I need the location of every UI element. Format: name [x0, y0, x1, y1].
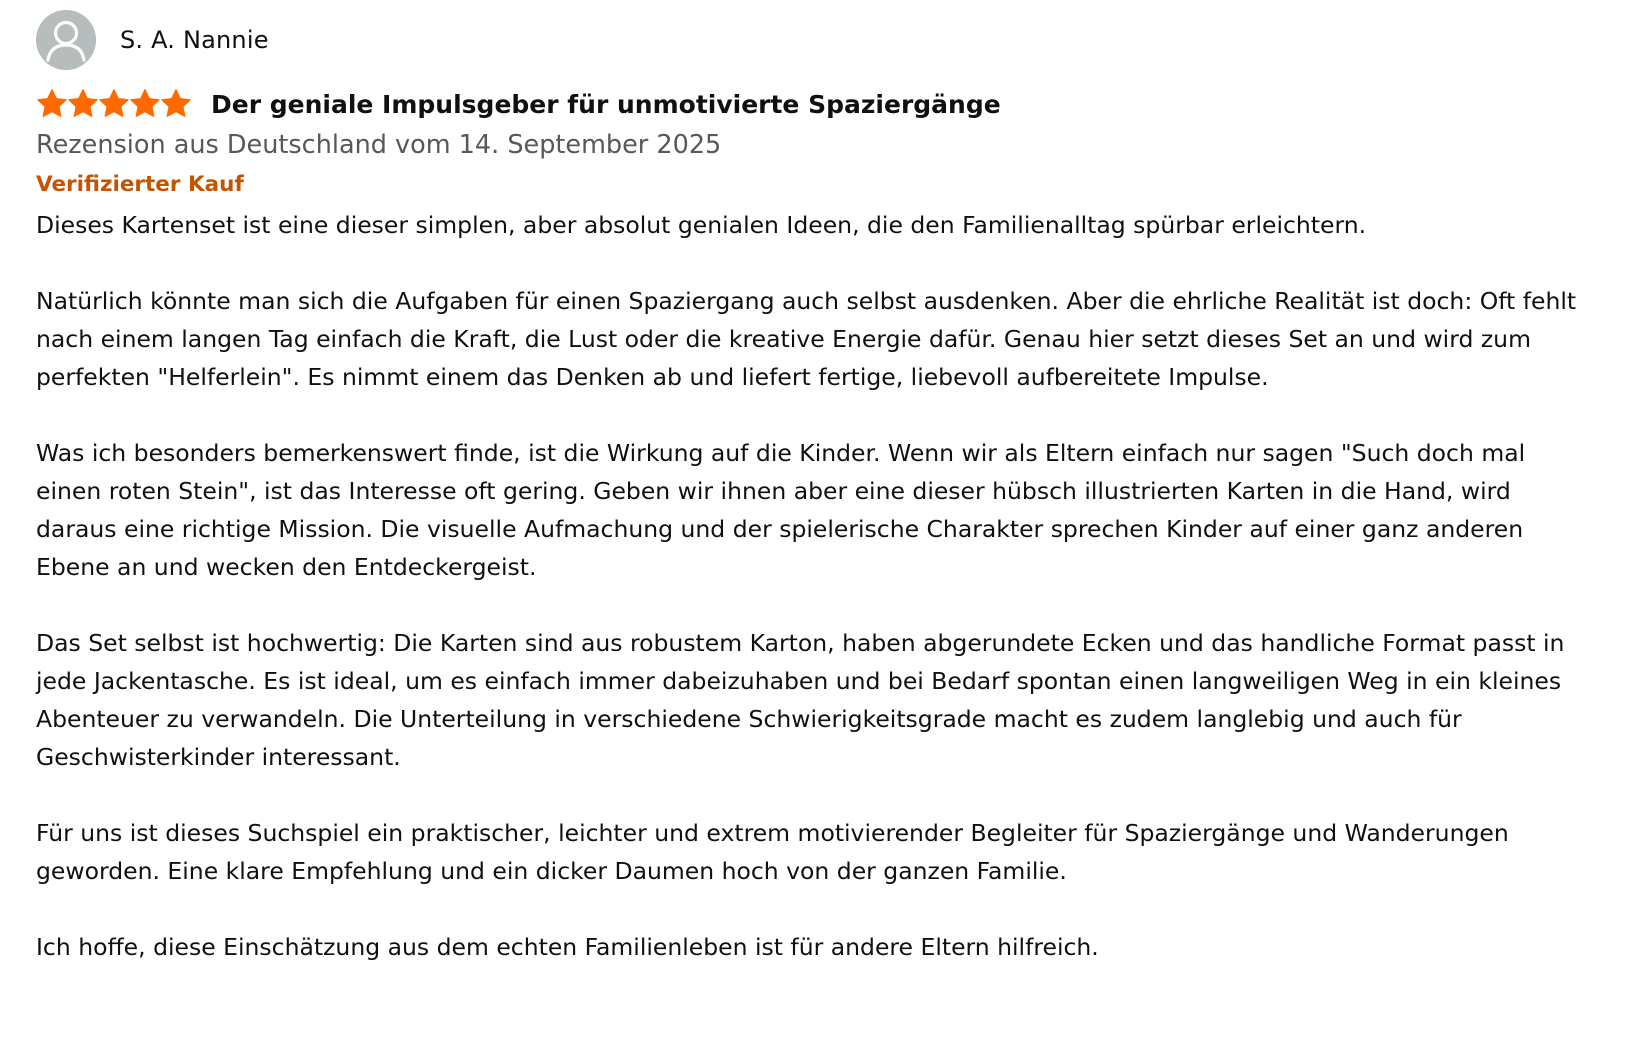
- star-icon: [67, 88, 99, 120]
- reviewer-profile[interactable]: [36, 10, 1596, 70]
- review-paragraph: Das Set selbst ist hochwertig: Die Karten sind aus robustem Karton, haben abgerundete Ecken und das handliche Format passt in jede Jackentasche. Es ist ideal, um es einfach immer dabeizuhaben und bei Bedarf spontan einen langweiligen Weg in ein kleines Abenteuer zu verwandeln. Die Unterteilung in verschiedene Schwierigkeitsgrade macht es zudem langlebig und auch für Geschwisterkinder interessant.: [36, 629, 1565, 771]
- star-icon: [98, 88, 130, 120]
- verified-purchase-badge[interactable]: Verifizierter Kauf: [36, 172, 244, 197]
- review-date: Rezension aus Deutschland vom 14. September 2025: [36, 130, 722, 160]
- review-paragraph: Ich hoffe, diese Einschätzung aus dem echten Familienleben ist für andere Eltern hilfreich.: [36, 933, 1099, 961]
- review-paragraph: Dieses Kartenset ist eine dieser simplen, aber absolut genialen Ideen, die den Familienalltag spürbar erleichtern.: [36, 211, 1367, 239]
- review-card: [36, 10, 1596, 1004]
- reviewer-name[interactable]: S. A. Nannie: [120, 26, 269, 54]
- default-avatar-icon[interactable]: [36, 10, 96, 70]
- review-paragraph: Natürlich könnte man sich die Aufgaben für einen Spaziergang auch selbst ausdenken. Aber die ehrliche Realität ist doch: Oft fehlt nach einem langen Tag einfach die Kraft, die Lust oder die kreative Energie dafür. Genau hier setzt dieses Set an und wird zum perfekten "Helferlein". Es nimmt einem das Denken ab und liefert fertige, liebevoll aufbereitete Impulse.: [36, 287, 1577, 391]
- review-title[interactable]: Der geniale Impulsgeber für unmotivierte Spaziergänge: [211, 89, 1001, 119]
- star-icon: [160, 88, 192, 120]
- star-icon: [129, 88, 161, 120]
- star-icon: [36, 88, 68, 120]
- review-paragraph: Was ich besonders bemerkenswert finde, ist die Wirkung auf die Kinder. Wenn wir als Eltern einfach nur sagen "Such doch mal einen roten Stein", ist das Interesse oft gering. Geben wir ihnen aber eine dieser hübsch illustrierten Karten in die Hand, wird daraus eine richtige Mission. Die visuelle Aufmachung und der spielerische Charakter sprechen Kinder auf einer ganz anderen Ebene an und wecken den Entdeckergeist.: [36, 439, 1526, 581]
- star-rating[interactable]: [36, 88, 191, 120]
- review-paragraph: Für uns ist dieses Suchspiel ein praktischer, leichter und extrem motivierender Begleiter für Spaziergänge und Wanderungen geworden. Eine klare Empfehlung und ein dicker Daumen hoch von der ganzen Familie.: [36, 819, 1509, 885]
- review-body: [36, 206, 1596, 966]
- review-title-row: [36, 84, 1596, 124]
